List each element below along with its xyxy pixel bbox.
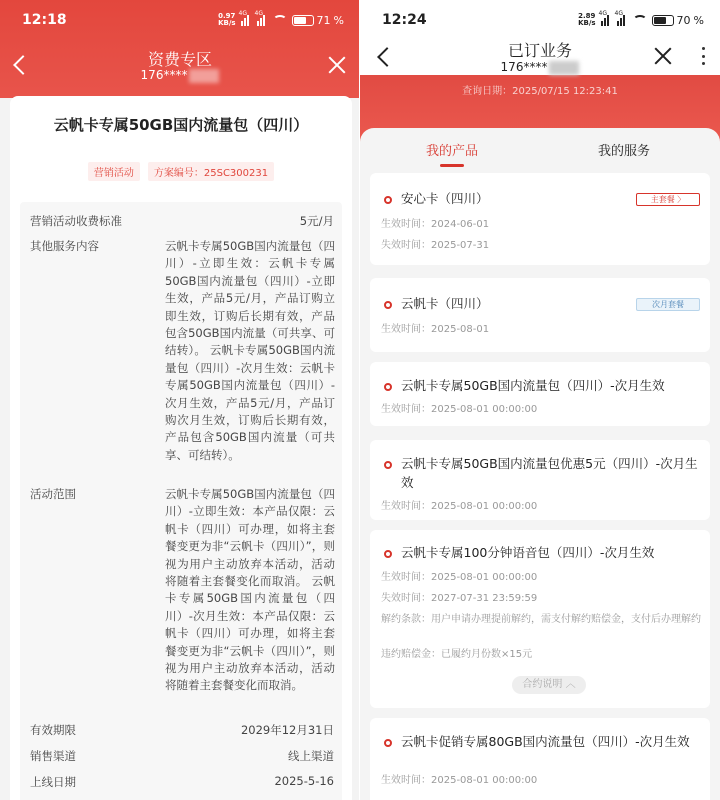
close-icon[interactable] <box>654 47 672 65</box>
product-card[interactable]: 云帆卡（四川） 次月套餐 生效时间：2025-08-01 <box>370 278 710 352</box>
right-screen <box>360 0 720 800</box>
product-tags <box>10 162 352 181</box>
tag-marketing: 营销活动 <box>88 162 140 181</box>
signal-icon: 4G <box>617 15 628 26</box>
bullet-icon <box>384 383 392 391</box>
info-table: 营销活动收费标准 5元/月 其他服务内容 云帆卡专属50GB国内流量包（四川）-立即生效：云帆卡专属50GB国内流量包（四川）-立即生效，产品5元/月，产品订购立即生效，订购后长期有效，产品包含50GB国内流量（可共享、可结转）。 云帆卡专属50GB国内流量包（四川）-次月生效：云帆卡专属50GB国内流量包（四川）-次月生效，产品5元/月，产品订购次月生效，订购后长期有效，产品包含50GB国内流量（可共享、可结转）。 活动范围 云帆卡专属50GB国内流量包（四川）-立即生效：本产品仅限：云帆卡（四川）可办理，如将主套餐变更为非“云帆卡（四川）”，则视为用户主动放弃本活动，活动将随着主套餐变化而取消。 云帆卡专属50GB国内流量包（四川）-次月生效：本产品仅限：云帆卡（四川）可办理，如将主套餐变更为非“云帆卡（四川）”，则视为用户主动放弃本活动，活动将随着主套餐变化而取消。 有效期限 2029年12月31日 销售渠道 线上渠道 上线日期 2025-5-16 <box>20 202 342 800</box>
wifi-icon <box>633 15 647 25</box>
status-time: 12:18 <box>22 12 67 28</box>
bullet-icon <box>384 550 392 558</box>
signal-icon: 4G <box>601 15 612 26</box>
bullet-icon <box>384 739 392 747</box>
bullet-icon <box>384 196 392 204</box>
status-time: 12:24 <box>382 12 427 28</box>
active-tab-indicator <box>440 164 464 167</box>
query-date: 查询日期：2025/07/15 12:23:41 <box>462 86 618 97</box>
page-title: 资费专区 <box>147 50 212 69</box>
left-header <box>0 0 360 98</box>
page-title: 已订业务 <box>507 41 572 60</box>
subscriptions-panel <box>360 128 720 800</box>
product-card[interactable]: 云帆卡专属100分钟语音包（四川）-次月生效 生效时间：2025-08-01 00:00:00 失效时间：2027-07-31 23:59:59 解约条款：用户申请办理提前解约，需支付解约赔偿金，支付后办理解约 违约赔偿金：已履约月份数×15元 合约说明 ︿ <box>370 530 710 708</box>
status-bar <box>360 0 720 40</box>
phone-number: 176**** <box>0 68 360 83</box>
more-icon[interactable] <box>702 47 706 65</box>
network-speed: 2.89 KB/s <box>578 12 596 27</box>
contract-terms-button[interactable]: 合约说明 ︿ <box>512 676 586 694</box>
tab-my-products[interactable]: 我的产品 <box>426 144 479 159</box>
main-plan-badge[interactable]: 主套餐 〉 <box>636 193 700 206</box>
battery-icon: 70 % <box>652 14 704 27</box>
product-card[interactable]: 云帆卡专属50GB国内流量包优惠5元（四川）-次月生效 生效时间：2025-08-01 00:00:00 <box>370 440 710 520</box>
signal-icon: 4G <box>241 15 252 26</box>
bullet-icon <box>384 461 392 469</box>
wifi-icon <box>273 15 287 25</box>
status-bar <box>0 0 360 40</box>
bullet-icon <box>384 301 392 309</box>
tag-plan-number: 方案编号：25SC300231 <box>148 162 274 181</box>
battery-icon: 71 % <box>292 14 344 27</box>
close-icon[interactable] <box>328 56 346 74</box>
product-card[interactable]: 云帆卡促销专属80GB国内流量包（四川）-次月生效 生效时间：2025-08-01 00:00:00 <box>370 718 710 800</box>
product-title: 云帆卡专属50GB国内流量包（四川） <box>53 116 309 134</box>
network-speed: 0.97 KB/s <box>218 12 236 27</box>
signal-icon: 4G <box>257 15 268 26</box>
next-month-badge: 次月套餐 <box>636 298 700 311</box>
product-detail-card <box>10 96 352 800</box>
phone-number: 176**** <box>360 60 720 75</box>
product-card[interactable]: 安心卡（四川） 主套餐 〉 生效时间：2024-06-01 失效时间：2025-07-31 <box>370 173 710 265</box>
tab-my-services[interactable]: 我的服务 <box>598 144 651 159</box>
product-card[interactable]: 云帆卡专属50GB国内流量包（四川）-次月生效 生效时间：2025-08-01 00:00:00 <box>370 362 710 426</box>
